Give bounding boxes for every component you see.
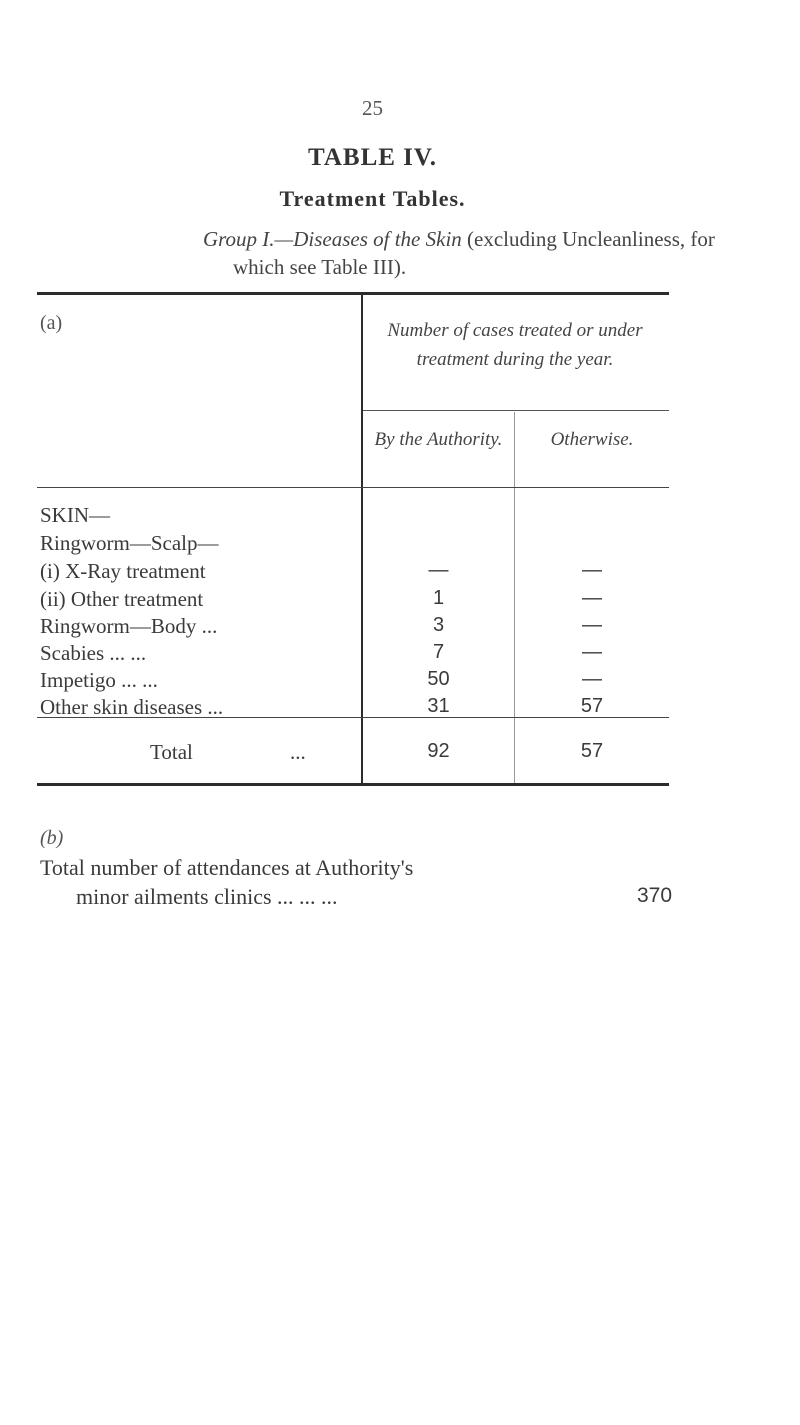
part-b-line-2: minor ailments clinics ... ... ... xyxy=(76,884,338,909)
group-heading-rest: (excluding Uncleanliness, for which see Table III). xyxy=(233,227,715,279)
row-label: SKIN— xyxy=(40,503,111,527)
row-value-otherwise: — xyxy=(582,559,602,581)
part-b-label: (b) xyxy=(40,827,64,849)
row-value-authority: 31 xyxy=(427,695,450,717)
row-label: (ii) Other treatment xyxy=(40,587,204,611)
total-dots: ... xyxy=(290,740,306,764)
column-header-authority: By the Authority. xyxy=(374,429,503,450)
row-label: Scabies ... ... xyxy=(40,641,147,665)
total-value-otherwise: 57 xyxy=(580,740,604,762)
row-label: (i) X-Ray treatment xyxy=(40,559,206,583)
row-value-otherwise: 57 xyxy=(580,695,604,717)
row-value-authority: 3 xyxy=(432,614,445,636)
table-title: TABLE IV. xyxy=(308,144,437,171)
row-label: Ringworm—Body ... xyxy=(40,614,218,638)
row-value-otherwise: — xyxy=(582,641,602,663)
column-header-main: Number of cases treated or under treatment during the year. xyxy=(387,320,643,370)
table-top-rule xyxy=(37,292,669,295)
row-value-authority: 7 xyxy=(432,641,445,663)
page-number: 25 xyxy=(362,96,383,120)
header-sub-rule xyxy=(363,410,669,411)
group-heading xyxy=(203,225,763,281)
column-a-label: (a) xyxy=(40,312,63,334)
column-header-otherwise: Otherwise. xyxy=(550,429,634,450)
header-bottom-rule xyxy=(37,487,669,488)
table-bottom-rule xyxy=(37,783,669,786)
row-value-otherwise: — xyxy=(582,614,602,636)
row-label: Ringworm—Scalp— xyxy=(40,531,219,555)
row-label: Other skin diseases ... xyxy=(40,695,224,719)
row-value-authority: 1 xyxy=(432,587,445,609)
part-b-value: 370 xyxy=(637,884,673,907)
part-b-line-1: Total number of attendances at Authority's xyxy=(40,855,414,880)
group-heading-italic: Group I.—Diseases of the Skin xyxy=(203,227,462,251)
total-label: Total xyxy=(150,740,193,764)
row-value-otherwise: — xyxy=(582,587,602,609)
row-value-authority: 50 xyxy=(427,668,450,690)
table-subtitle: Treatment Tables. xyxy=(279,186,466,211)
total-value-authority: 92 xyxy=(427,740,450,762)
row-label: Impetigo ... ... xyxy=(40,668,158,692)
row-value-otherwise: — xyxy=(582,668,602,690)
row-value-authority: — xyxy=(428,559,449,581)
